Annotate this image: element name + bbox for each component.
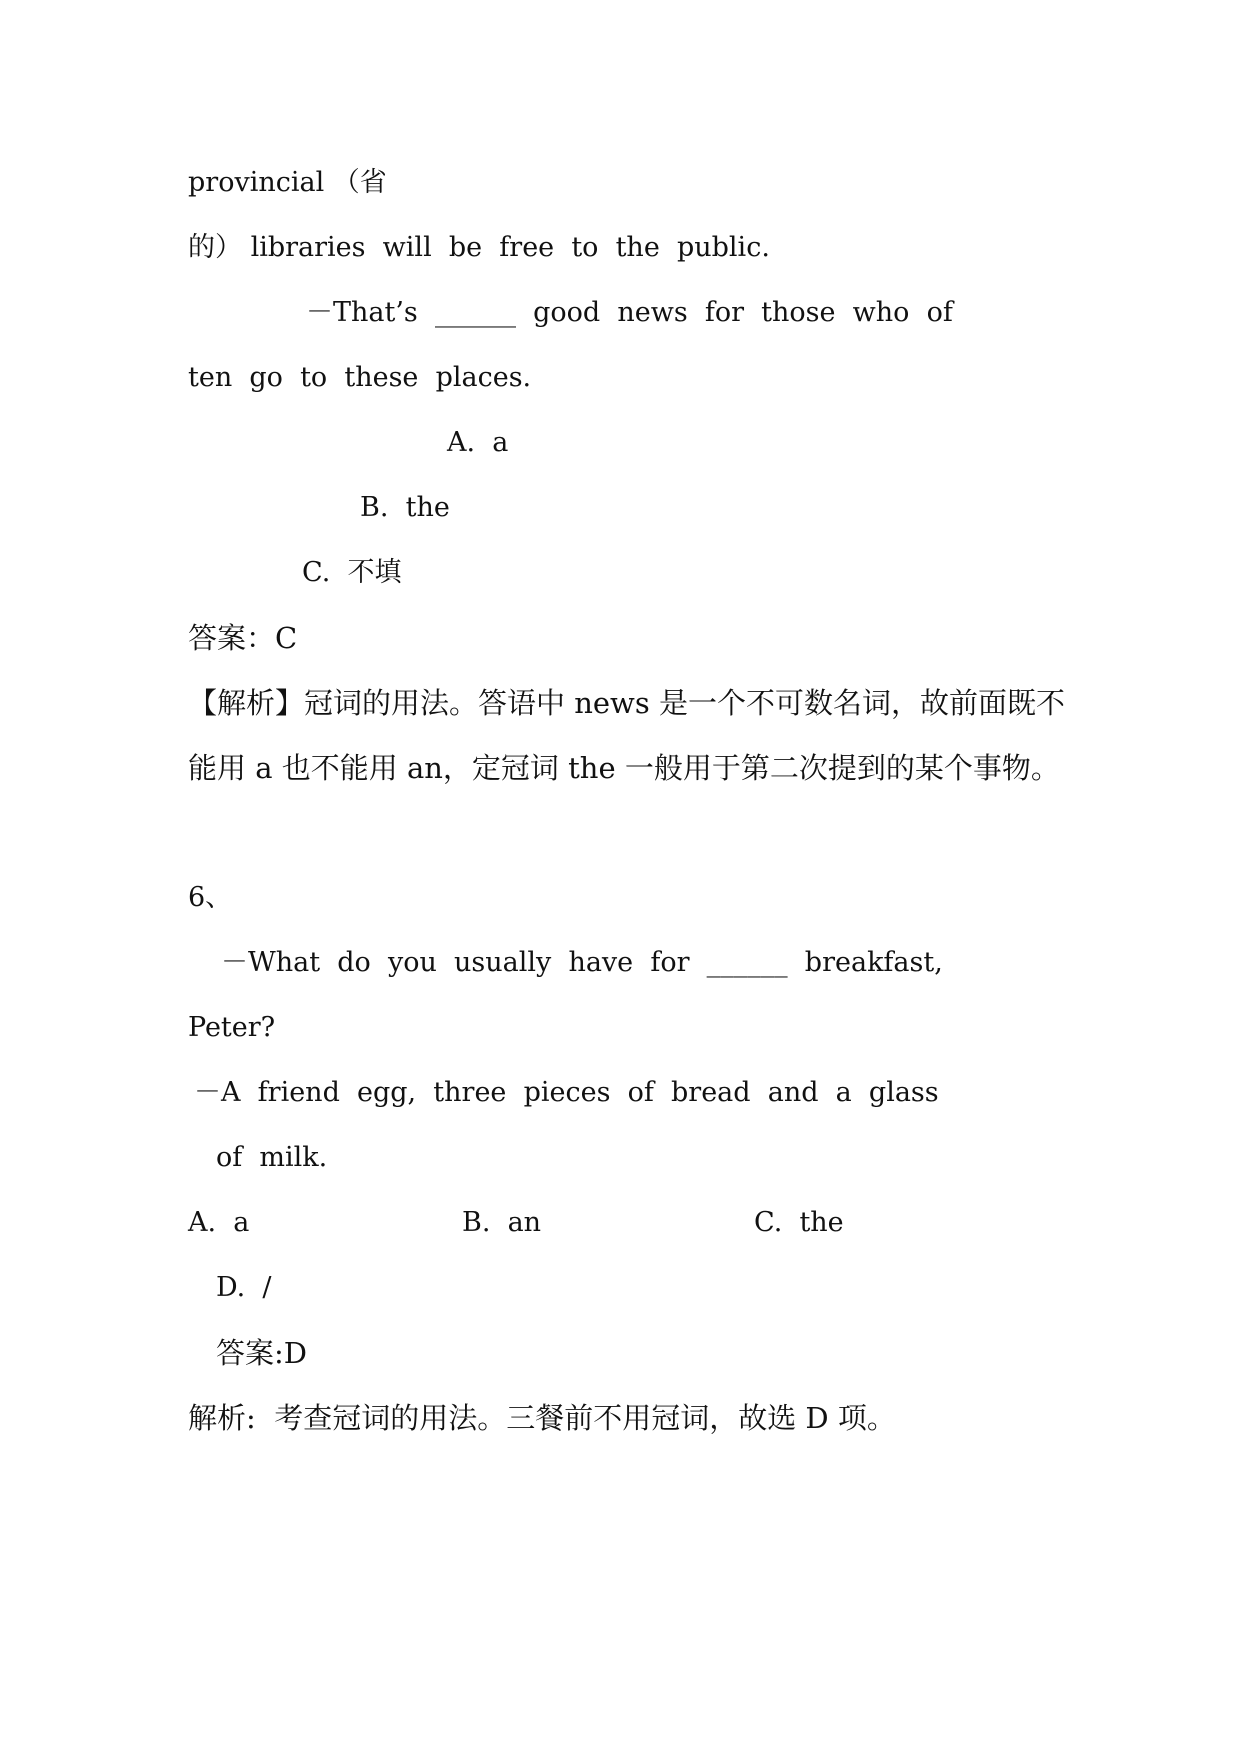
- q6-option-c: C. the: [754, 1207, 844, 1238]
- q6-answer: 答案:D: [216, 1336, 308, 1370]
- q6-number: 6、: [188, 882, 233, 913]
- q5-line-4: ten go to these places.: [188, 362, 532, 393]
- q5-line-2: 的） libraries will be free to the public.: [188, 232, 770, 263]
- q5-line-3: －That’s ______ good news for those who of: [306, 297, 953, 328]
- q5-option-a: A. a: [447, 427, 509, 458]
- q6-line-2: Peter?: [188, 1012, 276, 1043]
- q5-answer: 答案：C: [188, 621, 298, 655]
- q6-explanation: 解析: 考查冠词的用法。三餐前不用冠词，故选 D 项。: [188, 1401, 896, 1435]
- q6-option-b: B. an: [462, 1207, 542, 1238]
- q6-line-3: －A friend egg, three pieces of bread and a glass: [194, 1077, 939, 1108]
- q5-explanation-line-2: 能用 a 也不能用 an，定冠词 the 一般用于第二次提到的某个事物。: [188, 751, 1060, 785]
- q6-option-d: D. /: [216, 1272, 272, 1303]
- q5-explanation-line-1: 【解析】冠词的用法。答语中 news 是一个不可数名词，故前面既不: [188, 686, 1065, 720]
- q6-option-a: A. a: [188, 1207, 250, 1238]
- q5-option-b: B. the: [360, 492, 450, 523]
- q5-option-c: C. 不填: [302, 557, 402, 588]
- q6-line-1: －What do you usually have for ______ breakfast,: [221, 947, 943, 978]
- q6-line-4: of milk.: [216, 1142, 328, 1173]
- q5-line-1: provincial （省: [188, 167, 387, 198]
